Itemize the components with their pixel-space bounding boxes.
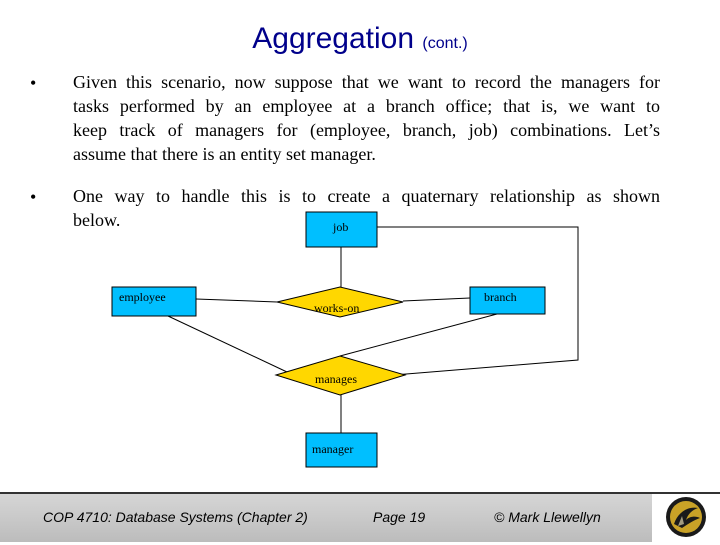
bullet-marker-2: •	[30, 187, 37, 207]
pegasus-logo-icon	[652, 494, 720, 540]
footer-author: © Mark Llewellyn	[494, 509, 601, 525]
line-workson-branch	[403, 298, 470, 301]
logo-box	[652, 492, 720, 542]
bullet-1-line-3: keep track of managers for (employee, branch, job) combinations. Let’s	[73, 120, 660, 140]
footer-course: COP 4710: Database Systems (Chapter 2)	[43, 509, 308, 525]
entity-branch-label: branch	[484, 290, 517, 304]
line-employee-workson	[196, 299, 277, 302]
entity-employee-label: employee	[119, 290, 166, 304]
entity-manager-label: manager	[312, 442, 354, 456]
bullet-2-line-1: One way to handle this is to create a quaternary relationship as shown	[73, 186, 660, 206]
diagram-lines	[168, 227, 578, 433]
bullet-1-line-2: tasks performed by an employee at a branch office; that is, we want to	[73, 96, 660, 116]
bullet-2-line-2: below.	[73, 210, 121, 230]
title-main: Aggregation	[252, 22, 415, 55]
entity-job-label: job	[333, 220, 349, 234]
footer	[0, 492, 720, 540]
bullet-1-line-1: Given this scenario, now suppose that we want to record the managers for	[73, 72, 660, 92]
line-employee-manages	[168, 316, 287, 372]
bullet-1-line-4: assume that there is an entity set manager.	[73, 144, 376, 164]
title-sub: (cont.)	[422, 35, 468, 52]
footer-page: Page 19	[373, 509, 426, 525]
line-branch-manages	[340, 314, 497, 356]
relationship-manages-label: manages	[315, 372, 357, 386]
relationship-works-on-label: works-on	[314, 301, 360, 315]
bullet-marker-1: •	[30, 73, 37, 93]
footer-bar	[0, 492, 652, 542]
